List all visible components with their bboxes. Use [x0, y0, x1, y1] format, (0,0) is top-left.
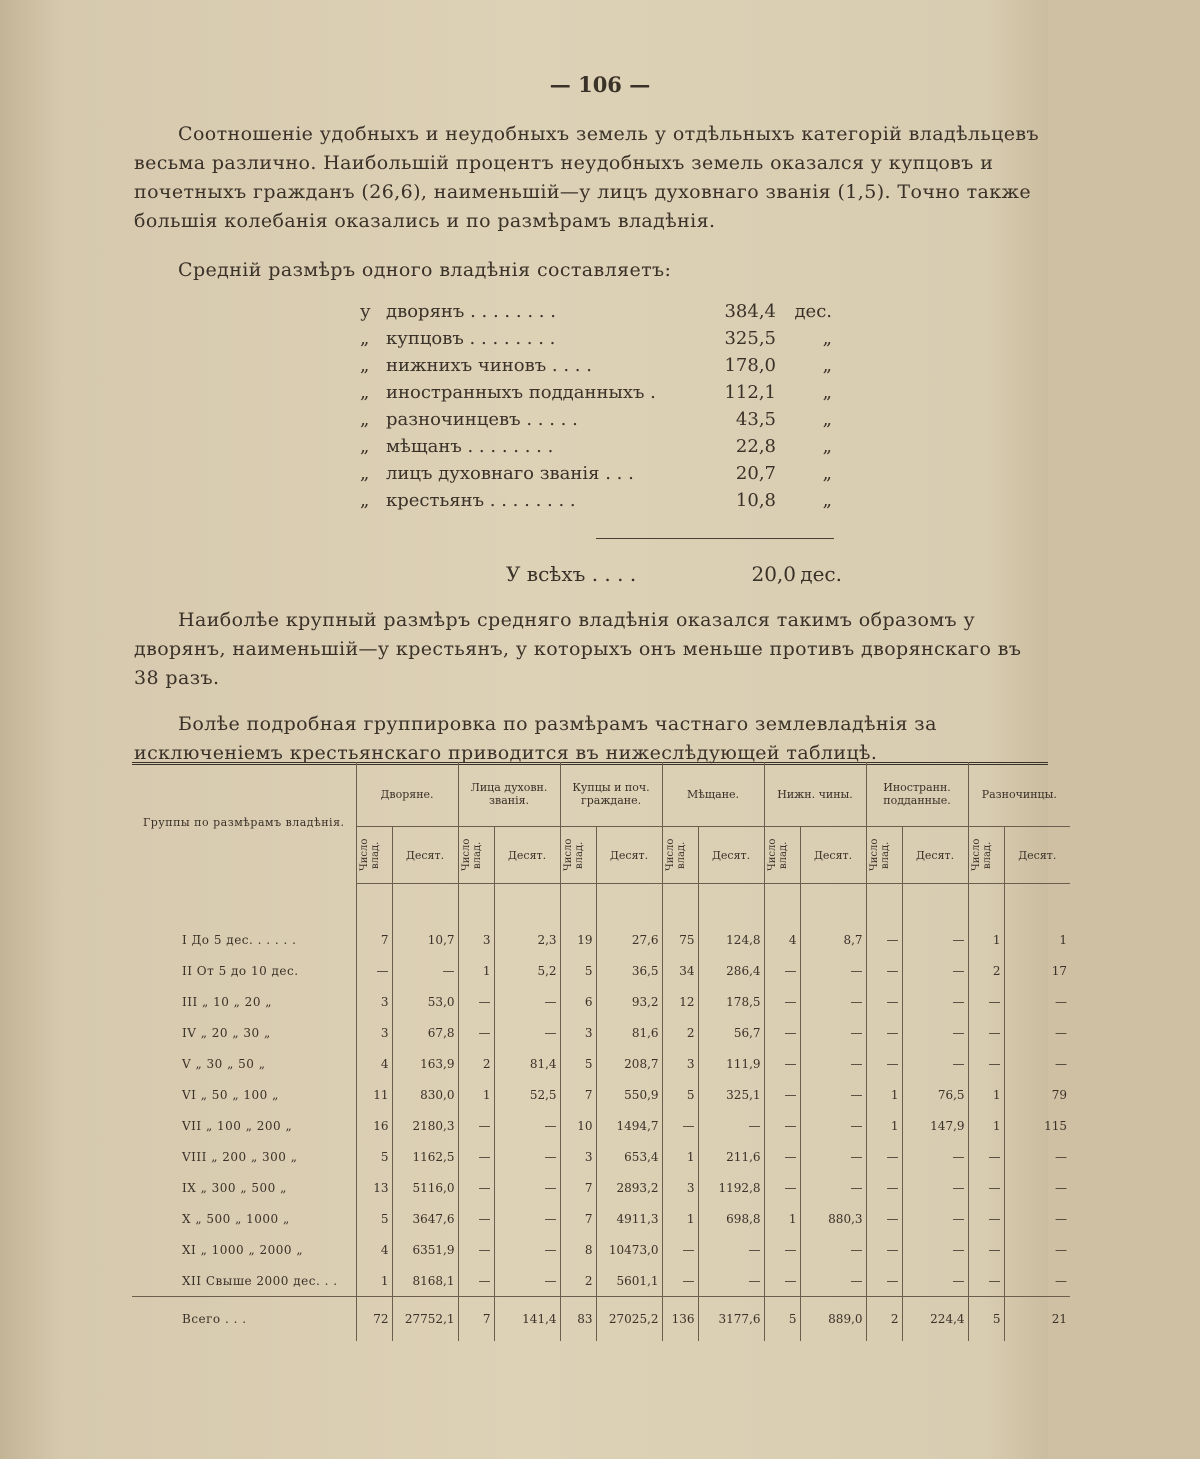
- owner-count-cell: —: [458, 1203, 494, 1234]
- owner-count-cell: 7: [560, 1079, 596, 1110]
- area-cell: —: [800, 1017, 866, 1048]
- area-cell: —: [902, 955, 968, 986]
- average-row: [360, 379, 840, 406]
- area-cell: —: [1004, 986, 1070, 1017]
- owner-count-cell: —: [866, 986, 902, 1017]
- average-unit: дес.: [794, 301, 832, 322]
- owner-count-cell: —: [356, 955, 392, 986]
- owner-count-cell: 1: [662, 1141, 698, 1172]
- average-unit: „: [822, 409, 832, 430]
- land-size-table: [132, 762, 1068, 1352]
- group-label: VIII „ 200 „ 300 „: [182, 1149, 298, 1164]
- owner-count-cell: 3: [560, 1017, 596, 1048]
- owner-count-cell: 1: [458, 1079, 494, 1110]
- owner-count-cell: 1: [866, 1110, 902, 1141]
- area-cell: 5601,1: [596, 1265, 662, 1297]
- average-unit: „: [822, 463, 832, 484]
- owner-count-cell: —: [968, 1017, 1004, 1048]
- area-cell: 79: [1004, 1079, 1070, 1110]
- area-cell: —: [698, 1234, 764, 1265]
- owner-count-cell: 1: [968, 1110, 1004, 1141]
- area-cell: 880,3: [800, 1203, 866, 1234]
- area-cell: —: [800, 1110, 866, 1141]
- area-cell: —: [1004, 1203, 1070, 1234]
- count-subheader: Число влад.: [868, 838, 891, 872]
- area-cell: —: [494, 986, 560, 1017]
- owner-count-cell: 72: [356, 1297, 392, 1342]
- group-label: VI „ 50 „ 100 „: [182, 1087, 279, 1102]
- group-label: X „ 500 „ 1000 „: [182, 1211, 290, 1226]
- owner-count-cell: 2: [560, 1265, 596, 1297]
- area-cell: 147,9: [902, 1110, 968, 1141]
- average-size-list: [360, 298, 840, 514]
- owner-count-cell: —: [458, 986, 494, 1017]
- area-cell: 325,1: [698, 1079, 764, 1110]
- owner-count-cell: 3: [356, 1017, 392, 1048]
- area-cell: 8168,1: [392, 1265, 458, 1297]
- area-cell: 224,4: [902, 1297, 968, 1342]
- owner-count-cell: 1: [662, 1203, 698, 1234]
- area-cell: —: [800, 1265, 866, 1297]
- area-subheader: Десят.: [392, 827, 458, 884]
- average-owner: иностранныхъ подданныхъ .: [386, 382, 656, 403]
- table-row: [132, 924, 1070, 955]
- area-cell: 124,8: [698, 924, 764, 955]
- area-subheader: Десят.: [494, 827, 560, 884]
- average-mark: „: [360, 463, 370, 484]
- area-cell: 653,4: [596, 1141, 662, 1172]
- owner-count-cell: 4: [356, 1234, 392, 1265]
- owner-count-cell: —: [764, 1265, 800, 1297]
- count-subheader: Число влад.: [358, 838, 381, 872]
- owner-count-cell: 12: [662, 986, 698, 1017]
- area-cell: 211,6: [698, 1141, 764, 1172]
- average-mark: „: [360, 436, 370, 457]
- owner-count-cell: —: [968, 1265, 1004, 1297]
- area-cell: 178,5: [698, 986, 764, 1017]
- area-cell: —: [494, 1234, 560, 1265]
- average-value: 384,4: [724, 301, 776, 322]
- average-row: [360, 352, 840, 379]
- owner-count-cell: 3: [662, 1048, 698, 1079]
- average-row: [360, 433, 840, 460]
- owner-count-cell: 2: [662, 1017, 698, 1048]
- owner-count-cell: 7: [356, 924, 392, 955]
- owner-count-cell: 4: [764, 924, 800, 955]
- area-subheader: Десят.: [800, 827, 866, 884]
- area-cell: 10473,0: [596, 1234, 662, 1265]
- area-subheader: Десят.: [596, 827, 662, 884]
- group-label: Всего . . .: [132, 1297, 356, 1342]
- area-cell: 8,7: [800, 924, 866, 955]
- area-cell: —: [698, 1265, 764, 1297]
- average-row: [360, 460, 840, 487]
- owner-count-cell: 1: [968, 924, 1004, 955]
- paragraph-largest-size: Наиболѣе крупный размѣръ средняго владѣнія оказался такимъ образомъ у дворянъ, наименьшій—у крестьянъ, у которыхъ онъ меньше противъ дворянскаго въ 38 разъ.: [134, 609, 1022, 689]
- average-row: [360, 406, 840, 433]
- area-cell: 81,6: [596, 1017, 662, 1048]
- owner-count-cell: 1: [764, 1203, 800, 1234]
- owner-count-cell: 83: [560, 1297, 596, 1342]
- area-cell: 111,9: [698, 1048, 764, 1079]
- owner-count-cell: —: [764, 1141, 800, 1172]
- area-cell: —: [902, 1017, 968, 1048]
- category-header: Дворяне.: [356, 762, 458, 827]
- area-cell: —: [902, 1141, 968, 1172]
- group-label: XI „ 1000 „ 2000 „: [182, 1242, 304, 1257]
- owner-count-cell: 5: [356, 1141, 392, 1172]
- area-cell: —: [1004, 1048, 1070, 1079]
- owner-count-cell: —: [968, 986, 1004, 1017]
- area-cell: —: [1004, 1265, 1070, 1297]
- average-unit: „: [822, 355, 832, 376]
- owner-count-cell: 1: [356, 1265, 392, 1297]
- table-row: [132, 986, 1070, 1017]
- area-cell: 81,4: [494, 1048, 560, 1079]
- owner-count-cell: 2: [866, 1297, 902, 1342]
- table-row: [132, 1017, 1070, 1048]
- area-cell: —: [800, 1141, 866, 1172]
- table-row: [132, 1048, 1070, 1079]
- sum-rule: [596, 538, 834, 539]
- owner-count-cell: 3: [356, 986, 392, 1017]
- owner-count-cell: 5: [560, 1048, 596, 1079]
- owner-count-cell: —: [866, 1234, 902, 1265]
- area-cell: —: [902, 1172, 968, 1203]
- area-cell: —: [800, 955, 866, 986]
- area-cell: —: [494, 1017, 560, 1048]
- table-row: [132, 1110, 1070, 1141]
- count-subheader: Число влад.: [664, 838, 687, 872]
- average-owner: купцовъ . . . . . . . .: [386, 328, 556, 349]
- paragraph-land-ratio: Соотношеніе удобныхъ и неудобныхъ земель у отдѣльныхъ категорій владѣльцевъ весьма различно. Наибольшій процентъ неудобныхъ земель оказался у купцовъ и почетныхъ гражданъ (26,6), наименьшій—у лицъ духовнаго званія (1,5). Точно также большія колебанія оказались и по размѣрамъ владѣнія.: [134, 123, 1039, 232]
- area-cell: —: [698, 1110, 764, 1141]
- area-cell: —: [800, 1172, 866, 1203]
- average-row: [360, 325, 840, 352]
- owner-count-cell: 2: [458, 1048, 494, 1079]
- owner-count-cell: 10: [560, 1110, 596, 1141]
- area-cell: 208,7: [596, 1048, 662, 1079]
- area-subheader: Десят.: [1004, 827, 1070, 884]
- average-total-value: 20,0: [751, 562, 796, 586]
- average-total-unit: дес.: [800, 562, 842, 586]
- table-row: [132, 955, 1070, 986]
- count-subheader: Число влад.: [562, 838, 585, 872]
- average-unit: „: [822, 436, 832, 457]
- area-cell: 10,7: [392, 924, 458, 955]
- area-cell: —: [902, 986, 968, 1017]
- area-cell: —: [392, 955, 458, 986]
- paragraph-average-intro: Средній размѣръ одного владѣнія составляетъ:: [178, 259, 672, 281]
- group-label: IV „ 20 „ 30 „: [182, 1025, 271, 1040]
- area-cell: 27,6: [596, 924, 662, 955]
- group-label: IX „ 300 „ 500 „: [182, 1180, 287, 1195]
- average-mark: у: [360, 301, 371, 322]
- area-cell: 27025,2: [596, 1297, 662, 1342]
- area-cell: 36,5: [596, 955, 662, 986]
- land-size-table-grid: [132, 762, 1070, 1341]
- area-cell: 889,0: [800, 1297, 866, 1342]
- area-cell: —: [800, 1048, 866, 1079]
- owner-count-cell: —: [866, 1141, 902, 1172]
- owner-count-cell: 8: [560, 1234, 596, 1265]
- average-unit: „: [822, 328, 832, 349]
- owner-count-cell: —: [866, 1172, 902, 1203]
- owner-count-cell: 5: [356, 1203, 392, 1234]
- area-cell: —: [902, 924, 968, 955]
- area-cell: 27752,1: [392, 1297, 458, 1342]
- paragraph-table-intro: Болѣе подробная группировка по размѣрамъ частнаго землевладѣнія за исключеніемъ крестьянскаго приводится въ нижеслѣдующей таблицѣ.: [134, 713, 937, 764]
- owner-count-cell: 5: [764, 1297, 800, 1342]
- owner-count-cell: 1: [866, 1079, 902, 1110]
- owner-count-cell: 3: [458, 924, 494, 955]
- area-cell: 163,9: [392, 1048, 458, 1079]
- owner-count-cell: 1: [968, 1079, 1004, 1110]
- area-cell: 4911,3: [596, 1203, 662, 1234]
- area-cell: —: [800, 1079, 866, 1110]
- table-row: [132, 1265, 1070, 1297]
- area-cell: 76,5: [902, 1079, 968, 1110]
- owner-count-cell: 11: [356, 1079, 392, 1110]
- area-cell: 2180,3: [392, 1110, 458, 1141]
- owner-count-cell: —: [458, 1141, 494, 1172]
- area-cell: —: [494, 1172, 560, 1203]
- area-cell: 6351,9: [392, 1234, 458, 1265]
- average-owner: дворянъ . . . . . . . .: [386, 301, 556, 322]
- average-total-label: У всѣхъ . . . .: [506, 562, 637, 586]
- table-row: [132, 1203, 1070, 1234]
- owner-count-cell: —: [764, 1110, 800, 1141]
- owner-count-cell: 5: [560, 955, 596, 986]
- owner-count-cell: —: [968, 1048, 1004, 1079]
- area-cell: —: [902, 1265, 968, 1297]
- area-cell: —: [494, 1265, 560, 1297]
- owner-count-cell: —: [458, 1265, 494, 1297]
- average-value: 22,8: [735, 436, 776, 457]
- average-unit: „: [822, 490, 832, 511]
- group-label: III „ 10 „ 20 „: [182, 994, 272, 1009]
- count-subheader: Число влад.: [970, 838, 993, 872]
- category-header: Иностранн. подданные.: [866, 762, 968, 827]
- area-subheader: Десят.: [698, 827, 764, 884]
- owner-count-cell: 7: [458, 1297, 494, 1342]
- count-subheader: Число влад.: [460, 838, 483, 872]
- owner-count-cell: 3: [662, 1172, 698, 1203]
- owner-count-cell: 6: [560, 986, 596, 1017]
- area-cell: —: [1004, 1172, 1070, 1203]
- owner-count-cell: —: [866, 1265, 902, 1297]
- area-cell: 5,2: [494, 955, 560, 986]
- area-cell: —: [800, 1234, 866, 1265]
- owner-count-cell: 7: [560, 1172, 596, 1203]
- average-row: [360, 298, 840, 325]
- owner-count-cell: —: [764, 1172, 800, 1203]
- average-value: 325,5: [724, 328, 776, 349]
- owner-count-cell: —: [458, 1234, 494, 1265]
- owner-count-cell: 5: [968, 1297, 1004, 1342]
- area-cell: 286,4: [698, 955, 764, 986]
- count-subheader: Число влад.: [766, 838, 789, 872]
- owner-count-cell: —: [764, 986, 800, 1017]
- spacer-row: [132, 884, 1070, 925]
- owner-count-cell: —: [662, 1234, 698, 1265]
- area-cell: 2,3: [494, 924, 560, 955]
- group-label: I До 5 дес. . . . . .: [182, 932, 297, 947]
- area-cell: —: [494, 1110, 560, 1141]
- average-mark: „: [360, 409, 370, 430]
- owner-count-cell: —: [764, 1048, 800, 1079]
- area-cell: 53,0: [392, 986, 458, 1017]
- area-cell: —: [902, 1048, 968, 1079]
- area-cell: 3647,6: [392, 1203, 458, 1234]
- average-owner: лицъ духовнаго званія . . .: [386, 463, 634, 484]
- owner-count-cell: —: [968, 1203, 1004, 1234]
- owner-count-cell: —: [968, 1141, 1004, 1172]
- area-cell: —: [800, 986, 866, 1017]
- owner-count-cell: —: [866, 955, 902, 986]
- area-cell: 3177,6: [698, 1297, 764, 1342]
- group-label: VII „ 100 „ 200 „: [182, 1118, 293, 1133]
- owner-count-cell: 34: [662, 955, 698, 986]
- area-cell: 67,8: [392, 1017, 458, 1048]
- average-value: 10,8: [735, 490, 776, 511]
- table-row: [132, 1141, 1070, 1172]
- owner-count-cell: —: [662, 1265, 698, 1297]
- area-cell: 17: [1004, 955, 1070, 986]
- owner-count-cell: 19: [560, 924, 596, 955]
- owner-count-cell: —: [764, 1234, 800, 1265]
- average-unit: „: [822, 382, 832, 403]
- area-cell: 830,0: [392, 1079, 458, 1110]
- owner-count-cell: 4: [356, 1048, 392, 1079]
- owner-count-cell: —: [458, 1017, 494, 1048]
- owner-count-cell: 13: [356, 1172, 392, 1203]
- average-value: 20,7: [735, 463, 776, 484]
- area-cell: —: [494, 1141, 560, 1172]
- owner-count-cell: —: [866, 1048, 902, 1079]
- category-header: Разночинцы.: [968, 762, 1070, 827]
- group-label: II От 5 до 10 дес.: [182, 963, 299, 978]
- average-row: [360, 487, 840, 514]
- owner-count-cell: —: [866, 924, 902, 955]
- owner-count-cell: 16: [356, 1110, 392, 1141]
- area-cell: —: [1004, 1234, 1070, 1265]
- average-owner: крестьянъ . . . . . . . .: [386, 490, 576, 511]
- area-cell: 1162,5: [392, 1141, 458, 1172]
- average-value: 112,1: [724, 382, 776, 403]
- group-header: Группы по размѣрамъ владѣнія.: [142, 816, 345, 830]
- page-number: — 106 —: [549, 72, 651, 97]
- owner-count-cell: 136: [662, 1297, 698, 1342]
- area-cell: 698,8: [698, 1203, 764, 1234]
- owner-count-cell: 1: [458, 955, 494, 986]
- area-cell: 93,2: [596, 986, 662, 1017]
- owner-count-cell: —: [458, 1172, 494, 1203]
- area-cell: 550,9: [596, 1079, 662, 1110]
- area-cell: 1192,8: [698, 1172, 764, 1203]
- average-mark: „: [360, 382, 370, 403]
- owner-count-cell: —: [866, 1017, 902, 1048]
- owner-count-cell: —: [968, 1234, 1004, 1265]
- average-total: [506, 562, 846, 586]
- area-cell: 5116,0: [392, 1172, 458, 1203]
- area-cell: 21: [1004, 1297, 1070, 1342]
- average-owner: нижнихъ чиновъ . . . .: [386, 355, 592, 376]
- average-mark: „: [360, 355, 370, 376]
- owner-count-cell: —: [764, 955, 800, 986]
- area-cell: 1: [1004, 924, 1070, 955]
- owner-count-cell: —: [458, 1110, 494, 1141]
- owner-count-cell: —: [968, 1172, 1004, 1203]
- area-cell: —: [1004, 1141, 1070, 1172]
- average-value: 43,5: [735, 409, 776, 430]
- table-row: [132, 1172, 1070, 1203]
- owner-count-cell: —: [764, 1079, 800, 1110]
- owner-count-cell: —: [764, 1017, 800, 1048]
- table-row: [132, 1234, 1070, 1265]
- total-row: [132, 1297, 1070, 1342]
- group-label: XII Свыше 2000 дес. . .: [182, 1273, 338, 1288]
- average-value: 178,0: [724, 355, 776, 376]
- group-label: V „ 30 „ 50 „: [182, 1056, 266, 1071]
- area-cell: 2893,2: [596, 1172, 662, 1203]
- area-cell: —: [1004, 1017, 1070, 1048]
- average-owner: разночинцевъ . . . . .: [386, 409, 578, 430]
- area-cell: 1494,7: [596, 1110, 662, 1141]
- category-header: Нижн. чины.: [764, 762, 866, 827]
- average-mark: „: [360, 328, 370, 349]
- area-cell: 141,4: [494, 1297, 560, 1342]
- area-cell: —: [494, 1203, 560, 1234]
- category-header: Купцы и поч. граждане.: [560, 762, 662, 827]
- category-header: Мѣщане.: [662, 762, 764, 827]
- area-cell: —: [902, 1234, 968, 1265]
- owner-count-cell: 75: [662, 924, 698, 955]
- owner-count-cell: 7: [560, 1203, 596, 1234]
- average-owner: мѣщанъ . . . . . . . .: [386, 436, 554, 457]
- owner-count-cell: —: [662, 1110, 698, 1141]
- table-row: [132, 1079, 1070, 1110]
- area-cell: 56,7: [698, 1017, 764, 1048]
- average-mark: „: [360, 490, 370, 511]
- area-subheader: Десят.: [902, 827, 968, 884]
- category-header: Лица духовн. званія.: [458, 762, 560, 827]
- owner-count-cell: 2: [968, 955, 1004, 986]
- owner-count-cell: —: [866, 1203, 902, 1234]
- area-cell: 115: [1004, 1110, 1070, 1141]
- owner-count-cell: 5: [662, 1079, 698, 1110]
- area-cell: 52,5: [494, 1079, 560, 1110]
- owner-count-cell: 3: [560, 1141, 596, 1172]
- area-cell: —: [902, 1203, 968, 1234]
